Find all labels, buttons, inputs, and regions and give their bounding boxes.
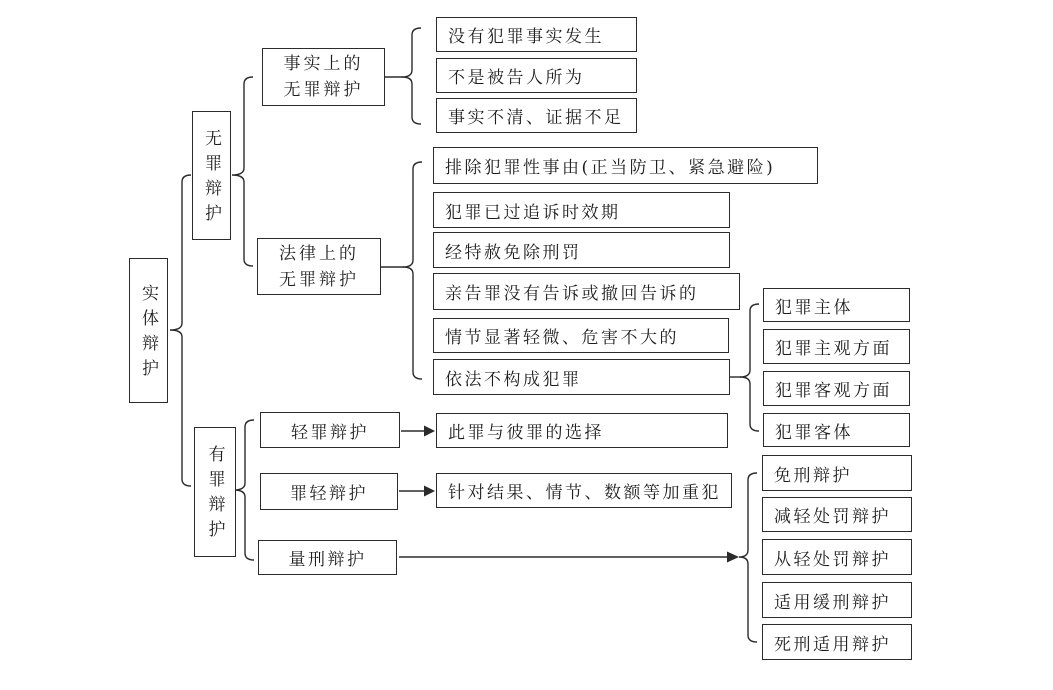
legal-reason-row-5: 情节显著轻微、危害不大的 bbox=[433, 318, 729, 353]
sentencing-defense-row-5: 死刑适用辩护 bbox=[762, 624, 912, 660]
sentencing-defense-row-3: 从轻处罚辩护 bbox=[762, 539, 912, 575]
node-factual-line1: 事实上的 bbox=[283, 54, 364, 74]
lesser-offense-detail-box: 此罪与彼罪的选择 bbox=[436, 413, 728, 448]
legal-reason-row-3: 经特赦免除刑罚 bbox=[433, 232, 730, 268]
node-root-box: 实体辩护 bbox=[129, 258, 168, 403]
node-legal-line1: 法律上的 bbox=[279, 243, 359, 264]
brace-acquittal bbox=[232, 77, 253, 266]
node-legal-acquittal-box bbox=[257, 238, 381, 295]
node-lighter-guilt-box: 罪轻辩护 bbox=[260, 473, 398, 510]
sentencing-defense-row-2: 减轻处罚辩护 bbox=[762, 497, 912, 532]
brace-root bbox=[170, 175, 191, 486]
node-acquittal-box: 无罪辩护 bbox=[192, 111, 231, 240]
node-sentencing-box: 量刑辩护 bbox=[258, 540, 397, 575]
arrow-lesser-offense-head bbox=[424, 426, 435, 437]
crime-element-row-3: 犯罪客观方面 bbox=[763, 371, 910, 406]
node-lesser-offense-box: 轻罪辩护 bbox=[260, 412, 400, 448]
node-factual-line2: 无罪辩护 bbox=[283, 80, 364, 100]
node-factual-acquittal-box bbox=[262, 48, 385, 106]
legal-reason-row-1: 排除犯罪性事由(正当防卫、紧急避险) bbox=[433, 147, 818, 184]
crime-element-row-1: 犯罪主体 bbox=[763, 288, 910, 322]
legal-reason-row-2: 犯罪已过追诉时效期 bbox=[433, 192, 730, 228]
brace-sentencing bbox=[739, 473, 757, 642]
sentencing-defense-row-4: 适用缓刑辩护 bbox=[762, 582, 912, 618]
factual-reason-row-1: 没有犯罪事实发生 bbox=[436, 17, 637, 52]
arrow-lighter-guilt-head bbox=[424, 486, 435, 497]
factual-reason-row-2: 不是被告人所为 bbox=[436, 58, 637, 93]
legal-reason-row-6: 依法不构成犯罪 bbox=[433, 359, 730, 395]
sentencing-defense-row-1: 免刑辩护 bbox=[762, 455, 912, 491]
brace-factual bbox=[402, 28, 421, 124]
brace-elements bbox=[740, 304, 759, 431]
factual-reason-row-3: 事实不清、证据不足 bbox=[436, 98, 637, 133]
node-legal-line2: 无罪辩护 bbox=[279, 269, 359, 290]
node-conviction-box: 有罪辩护 bbox=[194, 427, 236, 557]
crime-element-row-4: 犯罪客体 bbox=[763, 413, 910, 447]
legal-reason-row-4: 亲告罪没有告诉或撤回告诉的 bbox=[433, 273, 740, 310]
lighter-guilt-detail-box: 针对结果、情节、数额等加重犯 bbox=[436, 473, 732, 508]
arrow-sentencing-head bbox=[727, 552, 739, 563]
brace-legal bbox=[403, 162, 422, 379]
brace-conviction bbox=[234, 420, 254, 560]
crime-element-row-2: 犯罪主观方面 bbox=[763, 329, 910, 364]
